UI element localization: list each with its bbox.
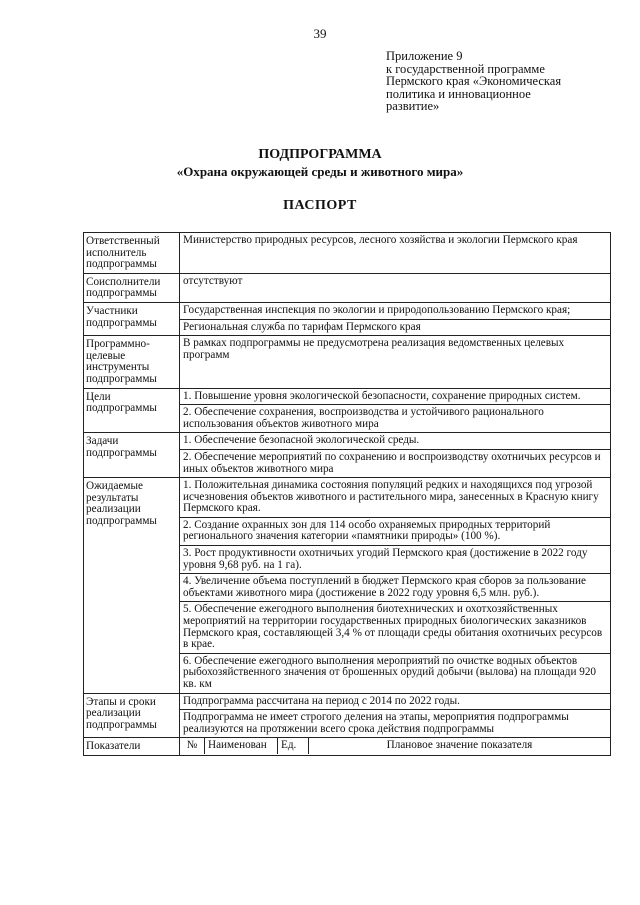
- subprogram-title: ПОДПРОГРАММА: [258, 147, 382, 162]
- passport-row: [84, 233, 611, 274]
- page-number: 39: [313, 26, 327, 41]
- col-name: Наименован: [204, 738, 277, 754]
- row-label: Этапы и сроки реализации подпрограммы: [84, 693, 180, 738]
- row-item: 1. Повышение уровня экологической безопасности, сохранение природных систем.: [183, 389, 581, 402]
- indicators-row: [84, 738, 611, 756]
- row-item: Подпрограмма не имеет строгого деления на этапы, мероприятия подпрограммы реализуются на протяжении всего срока действия подпрограммы: [180, 709, 610, 737]
- row-label: Программно-целевые инструменты подпрограммы: [84, 336, 180, 388]
- row-item: 1. Положительная динамика состояния популяций редких и находящихся под угрозой исчезновения объектов животного и растительного мира, занесенных в Красную книгу Пермского края.: [183, 479, 599, 515]
- row-label: Ожидаемые результаты реализации подпрограммы: [84, 478, 180, 694]
- col-plan: Плановое значение показателя: [308, 738, 610, 754]
- row-item: 6. Обеспечение ежегодного выполнения мероприятий по очистке водных объектов рыбохозяйственного значения от брошенных орудий добычи (вылова) на площади 920 кв. км: [180, 653, 610, 693]
- subprogram-name: «Охрана окружающей среды и животного мира»: [176, 164, 464, 179]
- passport-row: [84, 302, 611, 335]
- passport-table: [83, 232, 611, 756]
- indicators-header: [180, 738, 611, 756]
- row-value: [180, 273, 611, 302]
- row-item: Министерство природных ресурсов, лесного хозяйства и экологии Пермского края: [183, 234, 578, 246]
- row-item: 5. Обеспечение ежегодного выполнения биотехнических и охотхозяйственных мероприятий на территории государственных природных биологических заказников Пермского края, составляющей 3,4 % от площади среды обитания охотничьих ресурсов в крае.: [180, 601, 610, 652]
- row-value: [180, 478, 611, 694]
- row-item: 3. Рост продуктивности охотничьих угодий Пермского края (достижение в 2022 году уровня 9,68 руб. на 1 га).: [180, 545, 610, 573]
- row-item: В рамках подпрограммы не предусмотрена реализация ведомственных целевых программ: [183, 337, 565, 361]
- appendix-line: к государственной программе: [386, 61, 545, 76]
- row-item: 4. Увеличение объема поступлений в бюджет Пермского края сборов за пользование объектами животного мира (достижение в 2022 году уровня 6,5 млн. руб.).: [180, 573, 610, 601]
- row-label: Соисполнители подпрограммы: [84, 273, 180, 302]
- col-unit: Ед.: [277, 738, 308, 754]
- appendix-note: [386, 50, 616, 113]
- passport-row: [84, 693, 611, 738]
- row-label: Показатели: [84, 738, 180, 756]
- passport-row: [84, 388, 611, 433]
- row-item: 2. Обеспечение мероприятий по сохранению и воспроизводству охотничьих ресурсов и иных объектов животного мира: [180, 449, 610, 477]
- row-item: Региональная служба по тарифам Пермского края: [180, 319, 610, 336]
- row-item: 1. Обеспечение безопасной экологической среды.: [183, 434, 420, 447]
- row-item: 2. Обеспечение сохранения, воспроизводства и устойчивого рационального использования объектов животного мира: [180, 404, 610, 432]
- row-label: Цели подпрограммы: [84, 388, 180, 433]
- passport-title: ПАСПОРТ: [283, 198, 357, 213]
- col-number: №: [186, 739, 198, 752]
- passport-row: [84, 336, 611, 388]
- row-label: Участники подпрограммы: [84, 302, 180, 335]
- row-value: [180, 233, 611, 274]
- row-item: 2. Создание охранных зон для 114 особо охраняемых природных территорий регионального значения категории «памятники природы» (100 %).: [180, 517, 610, 545]
- row-value: [180, 302, 611, 335]
- appendix-line: развитие»: [386, 99, 440, 113]
- row-label: Ответственный исполнитель подпрограммы: [84, 233, 180, 274]
- row-value: [180, 693, 611, 738]
- row-value: [180, 433, 611, 478]
- passport-row: [84, 433, 611, 478]
- row-value: [180, 388, 611, 433]
- row-item: Государственная инспекция по экологии и природопользованию Пермского края;: [183, 303, 571, 316]
- row-item: Подпрограмма рассчитана на период с 2014 по 2022 годы.: [183, 694, 460, 707]
- passport-row: [84, 478, 611, 694]
- appendix-line: Приложение 9: [386, 49, 463, 63]
- row-item: отсутствуют: [183, 274, 243, 287]
- row-value: [180, 336, 611, 388]
- appendix-line: Пермского края «Экономическая: [386, 74, 562, 88]
- passport-row: [84, 273, 611, 302]
- row-label: Задачи подпрограммы: [84, 433, 180, 478]
- appendix-line: политика и инновационное: [386, 86, 531, 101]
